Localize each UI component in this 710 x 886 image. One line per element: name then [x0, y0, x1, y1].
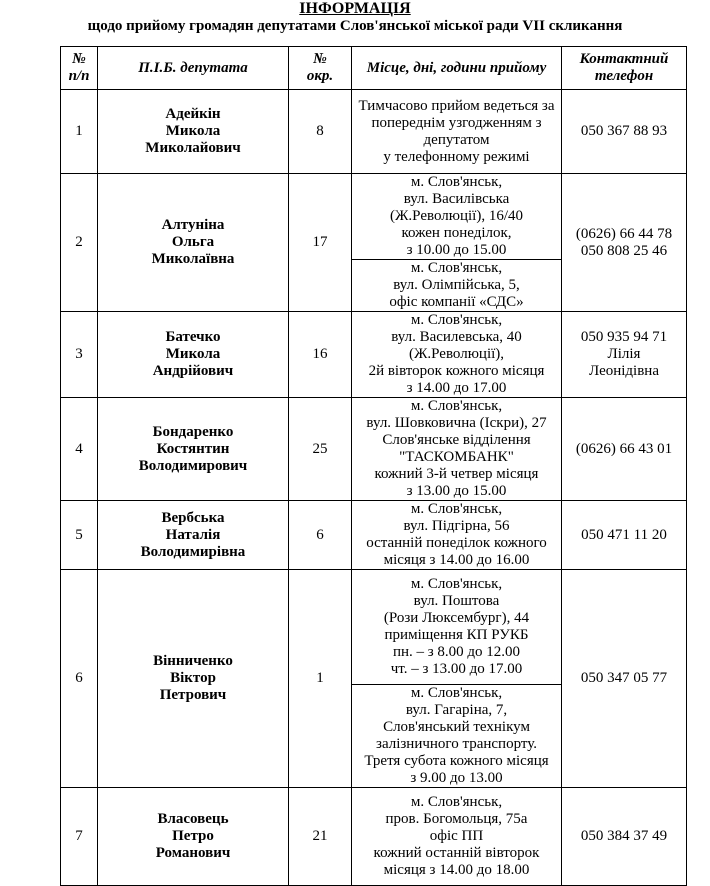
- contact-phone-line: Леонідівна: [589, 363, 659, 379]
- reception-place-line: місяця з 14.00 до 18.00: [383, 862, 530, 878]
- page-title: ІНФОРМАЦІЯ: [299, 0, 411, 17]
- reception-place-line: з 14.00 до 17.00: [406, 380, 507, 396]
- col-header-number: [61, 47, 98, 90]
- reception-place-line: м. Слов'янськ,: [410, 312, 503, 328]
- col-header-district-line2: окр.: [306, 68, 334, 84]
- deputy-name: [98, 174, 289, 312]
- deputy-name-line: Володимирівна: [140, 543, 246, 560]
- deputy-name-line: Наталія: [165, 526, 221, 543]
- contact-phone: [562, 788, 687, 886]
- reception-place: [352, 312, 562, 398]
- row-number: 1: [61, 90, 98, 174]
- reception-place-line: приміщення КП РУКБ: [384, 627, 529, 643]
- reception-place-alt-line: вул. Гагаріна, 7,: [405, 702, 508, 718]
- district-number: 17: [289, 174, 352, 312]
- deputy-name-line: Костянтин: [156, 440, 230, 457]
- deputy-name: [98, 788, 289, 886]
- table-row: [61, 398, 687, 501]
- table-header-row: [61, 47, 687, 90]
- reception-place-line: вул. Василевська, 40: [391, 329, 522, 345]
- table-row: [61, 570, 687, 685]
- reception-place-alt: [352, 685, 562, 788]
- col-header-place: Місце, дні, години прийому: [352, 47, 562, 90]
- deputy-name-line: Алтуніна: [161, 217, 225, 233]
- reception-place-alt-line: Слов'янський технікум: [383, 719, 530, 735]
- deputy-name-line: Вінниченко: [153, 653, 233, 669]
- contact-phone-line: 050 471 11 20: [581, 526, 667, 543]
- row-number: 5: [61, 501, 98, 570]
- deputy-name: [98, 501, 289, 570]
- reception-place-line: м. Слов'янськ,: [410, 174, 503, 190]
- col-header-name: П.І.Б. депутата: [98, 47, 289, 90]
- reception-place-line: чт. – з 13.00 до 17.00: [390, 661, 523, 677]
- reception-table: [60, 46, 687, 886]
- reception-place: [352, 398, 562, 501]
- deputy-name-line: Власовець: [157, 811, 229, 827]
- contact-phone-line: Лілія: [607, 346, 641, 362]
- contact-phone-line: (0626) 66 44 78: [575, 225, 673, 242]
- reception-place: [352, 788, 562, 886]
- reception-place: [352, 501, 562, 570]
- table-row: [61, 174, 687, 260]
- col-header-phone-line1: Контактний: [579, 51, 669, 67]
- contact-phone-line: 050 347 05 77: [580, 670, 668, 686]
- district-number: 6: [289, 501, 352, 570]
- reception-place-alt: [352, 260, 562, 312]
- deputy-name-line: Микола: [165, 123, 221, 139]
- contact-phone-line: 050 935 94 71: [580, 329, 668, 345]
- deputy-name-line: Батечко: [165, 329, 221, 345]
- deputy-name: [98, 398, 289, 501]
- reception-place-line: вул. Поштова: [413, 593, 500, 609]
- contact-phone: [562, 570, 687, 788]
- reception-place-line: пров. Богомольця, 75а: [385, 811, 528, 827]
- contact-phone-line: (0626) 66 43 01: [575, 440, 673, 457]
- col-header-district: [289, 47, 352, 90]
- district-number: 16: [289, 312, 352, 398]
- row-number: 6: [61, 570, 98, 788]
- district-number: 25: [289, 398, 352, 501]
- district-number: 8: [289, 90, 352, 174]
- reception-place-line: у телефонному режимі: [383, 148, 530, 165]
- reception-place-line: місяця з 14.00 до 16.00: [383, 552, 530, 568]
- deputy-name-line: Петрович: [159, 687, 227, 703]
- reception-place-line: м. Слов'янськ,: [410, 398, 503, 414]
- page-subtitle: щодо прийому громадян депутатами Слов'янської міської ради VII скликання: [87, 18, 623, 34]
- reception-place-line: вул. Підгірна, 56: [403, 518, 510, 534]
- deputy-name-line: Микола: [165, 346, 221, 362]
- deputy-name-line: Віктор: [170, 670, 216, 686]
- reception-place-line: депутатом: [423, 131, 490, 148]
- reception-place-line: (Ж.Революції), 16/40: [390, 208, 523, 224]
- row-number: 3: [61, 312, 98, 398]
- deputy-name-line: Ольга: [171, 234, 215, 250]
- row-number: 2: [61, 174, 98, 312]
- contact-phone: [562, 90, 687, 174]
- reception-place-alt-line: Третя субота кожного місяця: [364, 753, 549, 769]
- reception-place-line: (Рози Люксембург), 44: [383, 610, 530, 626]
- reception-place-line: пн. – з 8.00 до 12.00: [392, 644, 521, 660]
- reception-place-line: офіс ПП: [429, 828, 484, 844]
- reception-place-alt-line: офіс компанії «СДС»: [389, 294, 524, 310]
- contact-phone: [562, 501, 687, 570]
- reception-place-line: м. Слов'янськ,: [410, 794, 503, 810]
- contact-phone: [562, 398, 687, 501]
- deputy-name-line: Петро: [172, 828, 214, 844]
- table-row: [61, 788, 687, 886]
- reception-place-alt-line: вул. Олімпійська, 5,: [393, 277, 520, 293]
- contact-phone: [562, 174, 687, 312]
- deputy-name: [98, 570, 289, 788]
- deputy-name-line: Бондаренко: [152, 423, 234, 440]
- reception-place-line: попереднім узгодженням з: [371, 114, 542, 131]
- reception-place: [352, 90, 562, 174]
- col-header-number-line1: №: [72, 51, 86, 67]
- deputy-name-line: Адейкін: [165, 106, 221, 122]
- col-header-phone-line2: телефон: [594, 68, 654, 84]
- col-header-phone: [562, 47, 687, 90]
- reception-place-line: кожний 3-й четвер місяця: [374, 466, 539, 482]
- reception-place-line: вул. Василівська: [403, 191, 510, 207]
- reception-place-alt-line: залізничного транспорту.: [376, 736, 537, 752]
- reception-place-line: кожен понеділок,: [401, 225, 512, 241]
- reception-place-line: м. Слов'янськ,: [410, 576, 503, 592]
- row-number: 7: [61, 788, 98, 886]
- col-header-number-line2: п/п: [68, 68, 90, 84]
- deputy-name-line: Вербська: [161, 509, 225, 526]
- district-number: 21: [289, 788, 352, 886]
- deputy-name-line: Андрійович: [152, 363, 234, 379]
- reception-place-line: вул. Шовковична (Іскри), 27: [366, 415, 547, 431]
- reception-place: [352, 174, 562, 260]
- reception-place-line: Слов'янське відділення: [382, 432, 531, 448]
- contact-phone: [562, 312, 687, 398]
- deputy-name-line: Миколаївна: [151, 251, 235, 267]
- deputy-name-line: Миколайович: [145, 140, 241, 156]
- reception-place-line: Тимчасово прийом ведеться за: [358, 97, 555, 114]
- reception-place-alt-line: м. Слов'янськ,: [410, 260, 503, 276]
- reception-place-line: (Ж.Революції),: [408, 346, 505, 362]
- reception-place-line: останній понеділок кожного: [366, 535, 547, 551]
- reception-place-line: з 13.00 до 15.00: [406, 483, 507, 499]
- reception-place-line: м. Слов'янськ,: [410, 501, 503, 517]
- deputy-name: [98, 90, 289, 174]
- reception-place-line: 2й вівторок кожного місяця: [368, 363, 545, 379]
- row-number: 4: [61, 398, 98, 501]
- table-row: [61, 312, 687, 398]
- deputy-name-line: Романович: [155, 845, 231, 861]
- col-header-district-line1: №: [313, 51, 327, 67]
- deputy-name: [98, 312, 289, 398]
- reception-place-alt-line: м. Слов'янськ,: [410, 685, 503, 701]
- contact-phone-line: 050 367 88 93: [580, 123, 668, 139]
- table-row: [61, 501, 687, 570]
- contact-phone-line: 050 808 25 46: [580, 242, 668, 259]
- reception-place: [352, 570, 562, 685]
- table-row: [61, 90, 687, 174]
- reception-place-line: "ТАСКОМБАНК": [399, 449, 514, 465]
- contact-phone-line: 050 384 37 49: [580, 828, 668, 844]
- reception-place-line: з 10.00 до 15.00: [406, 242, 507, 258]
- district-number: 1: [289, 570, 352, 788]
- reception-place-line: кожний останній вівторок: [373, 845, 540, 861]
- reception-place-alt-line: з 9.00 до 13.00: [410, 770, 503, 786]
- deputy-name-line: Володимирович: [138, 457, 248, 474]
